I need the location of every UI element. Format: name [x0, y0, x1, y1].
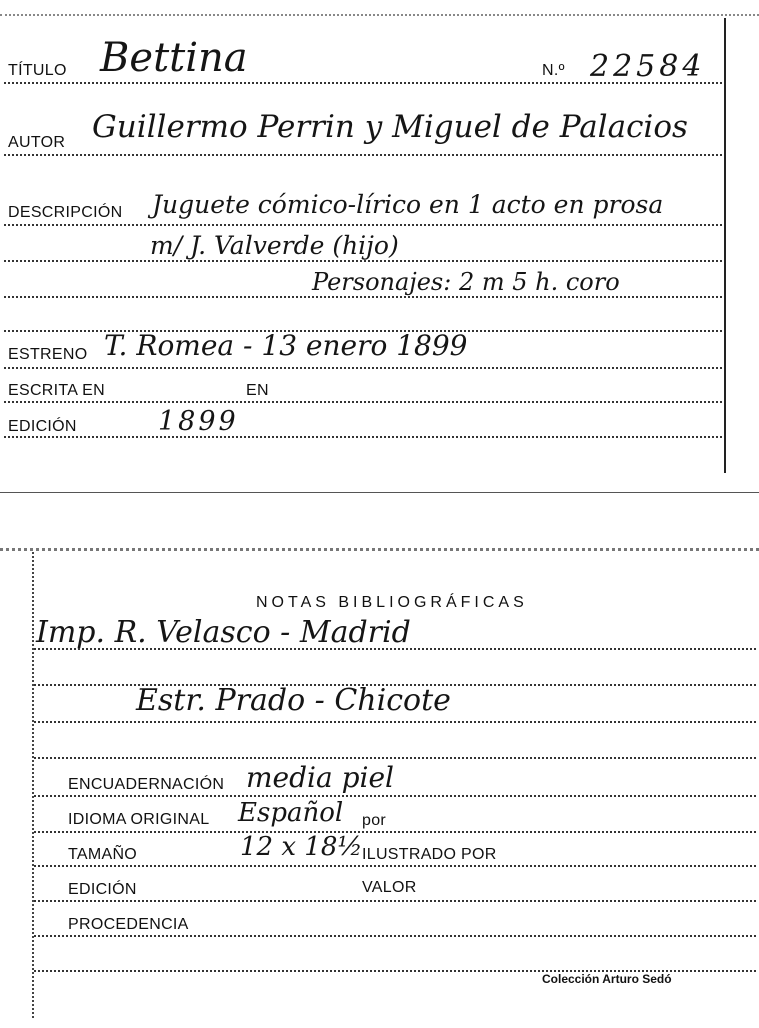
autor-label: AUTOR	[8, 134, 66, 151]
rule-line	[4, 260, 722, 262]
rule-line	[4, 367, 722, 369]
descripcion-line3: Personajes: 2 m 5 h. coro	[312, 268, 620, 296]
procedencia-label: PROCEDENCIA	[68, 916, 189, 933]
en-label: EN	[246, 382, 269, 399]
escrita-en-label: ESCRITA EN	[8, 382, 105, 399]
edicion-label-2: EDICIÓN	[68, 881, 137, 898]
estreno-value: T. Romea - 13 enero 1899	[104, 329, 468, 362]
titulo-value: Bettina	[100, 35, 248, 81]
card-top-edge	[0, 548, 759, 557]
tamano-label: TAMAÑO	[68, 846, 138, 863]
edicion-label: EDICIÓN	[8, 418, 77, 435]
numero-value: 22584	[590, 49, 706, 84]
idioma-label: IDIOMA ORIGINAL	[68, 811, 210, 828]
rule-line	[34, 831, 756, 833]
numero-label: N.º	[542, 62, 565, 79]
rule-line	[34, 648, 756, 650]
idioma-value: Español	[238, 798, 344, 828]
rule-line	[4, 436, 722, 438]
rule-line	[34, 721, 756, 723]
estreno-label: ESTRENO	[8, 346, 88, 363]
notas-title: NOTAS BIBLIOGRÁFICAS	[256, 594, 528, 611]
rule-line	[34, 795, 756, 797]
edicion-value: 1899	[158, 406, 239, 437]
tamano-value: 12 x 18½	[240, 832, 363, 862]
descripcion-line1: Juguete cómico-lírico en 1 acto en prosa	[152, 190, 664, 219]
catalog-card-bottom	[0, 538, 759, 1028]
card-left-border	[32, 552, 34, 1018]
titulo-label: TÍTULO	[8, 62, 67, 79]
rule-line	[34, 935, 756, 937]
rule-line	[34, 757, 756, 759]
collection-credit: Colección Arturo Sedó	[542, 972, 672, 986]
catalog-card-top	[0, 0, 759, 490]
rule-line	[4, 401, 722, 403]
descripcion-line2: m/ J. Valverde (hijo)	[150, 231, 399, 260]
rule-line	[4, 154, 722, 156]
notas-line1: Imp. R. Velasco - Madrid	[36, 615, 411, 650]
rule-line	[4, 296, 722, 298]
card-right-border	[724, 18, 726, 473]
rule-line	[4, 82, 722, 84]
descripcion-label: DESCRIPCIÓN	[8, 204, 123, 221]
autor-value: Guillermo Perrin y Miguel de Palacios	[92, 109, 688, 145]
rule-line	[34, 865, 756, 867]
rule-line	[4, 224, 722, 226]
rule-line	[34, 900, 756, 902]
ilustrado-label: ILUSTRADO POR	[362, 846, 497, 863]
valor-label: VALOR	[362, 879, 417, 896]
por-label: por	[362, 812, 387, 829]
card-separator	[0, 492, 759, 493]
encuadernacion-value: media piel	[246, 761, 394, 794]
notas-line2: Estr. Prado - Chicote	[136, 683, 451, 718]
card-top-edge	[0, 14, 759, 22]
encuadernacion-label: ENCUADERNACIÓN	[68, 776, 225, 793]
